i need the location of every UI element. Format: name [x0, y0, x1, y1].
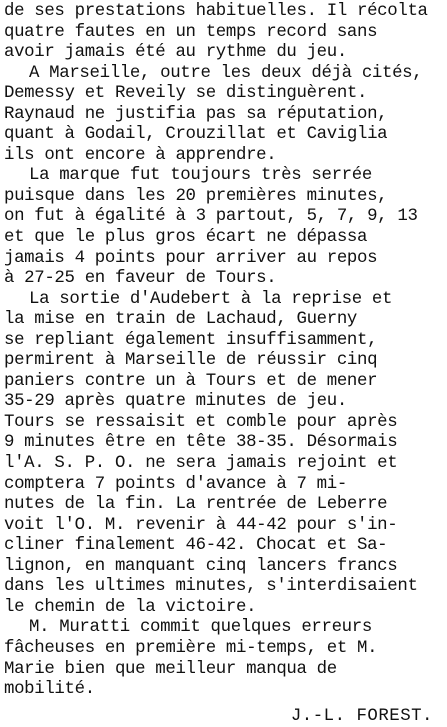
- paragraph-4: [4, 290, 443, 619]
- text-line: de ses prestations habituelles. Il récolta: [4, 2, 428, 21]
- text-line: jamais 4 points pour arriver au repos: [4, 248, 378, 268]
- author-signature: J.-L. FOREST.: [290, 706, 433, 726]
- text-line: dans les ultimes minutes, s'interdisaient: [4, 577, 418, 597]
- text-line: M. Muratti commit quelques erreurs: [29, 618, 372, 638]
- text-line: et que le plus gros écart ne dépassa: [4, 228, 368, 248]
- text-line: avoir jamais été au rythme du jeu.: [4, 43, 347, 63]
- text-line: paniers contre un à Tours et de mener: [4, 371, 378, 391]
- text-line: nutes de la fin. La rentrée de Leberre: [4, 495, 388, 515]
- text-line: mobilité.: [4, 680, 95, 700]
- text-line: à 27-25 en faveur de Tours.: [4, 269, 277, 289]
- text-line: Demessy et Reveily se distinguèrent.: [4, 84, 368, 104]
- paragraph-3: [4, 166, 443, 289]
- text-line: on fut à égalité à 3 partout, 5, 7, 9, 13: [4, 207, 418, 227]
- paragraph-2: [4, 64, 443, 167]
- text-line: cliner finalement 46-42. Chocat et Sa-: [4, 536, 388, 556]
- text-line: 9 minutes être en tête 38-35. Désormais: [4, 433, 398, 453]
- text-line: quatre fautes en un temps record sans: [4, 22, 378, 42]
- paragraph-1: [4, 2, 443, 64]
- text-line: La sortie d'Audebert à la reprise et: [29, 289, 393, 309]
- text-line: l'A. S. P. O. ne sera jamais rejoint et: [4, 454, 398, 474]
- paragraph-5: [4, 618, 443, 700]
- text-line: Raynaud ne justifia pas sa réputation,: [4, 104, 388, 124]
- article-column: [4, 2, 443, 727]
- text-line: ils ont encore à apprendre.: [4, 145, 277, 165]
- text-line: voit l'O. M. revenir à 44-42 pour s'in-: [4, 515, 398, 535]
- text-line: Tours se ressaisit et comble pour après: [4, 412, 398, 432]
- text-line: 35-29 après quatre minutes de jeu.: [4, 392, 347, 412]
- text-line: puisque dans les 20 premières minutes,: [4, 186, 388, 206]
- text-line: comptera 7 points d'avance à 7 mi-: [4, 474, 347, 494]
- text-line: Marie bien que meilleur manqua de: [4, 659, 337, 679]
- text-line: le chemin de la victoire.: [4, 597, 257, 617]
- text-line: permirent à Marseille de réussir cinq: [4, 351, 378, 371]
- text-line: lignon, en manquant cinq lancers francs: [4, 556, 398, 576]
- text-line: se repliant également insuffisamment,: [4, 330, 378, 350]
- text-line: La marque fut toujours très serrée: [29, 166, 372, 186]
- text-line: la mise en train de Lachaud, Guerny: [4, 310, 358, 330]
- text-line: A Marseille, outre les deux déjà cités,: [29, 63, 423, 83]
- text-line: fâcheuses en première mi-temps, et M.: [4, 638, 378, 658]
- text-line: quant à Godail, Crouzillat et Caviglia: [4, 125, 388, 145]
